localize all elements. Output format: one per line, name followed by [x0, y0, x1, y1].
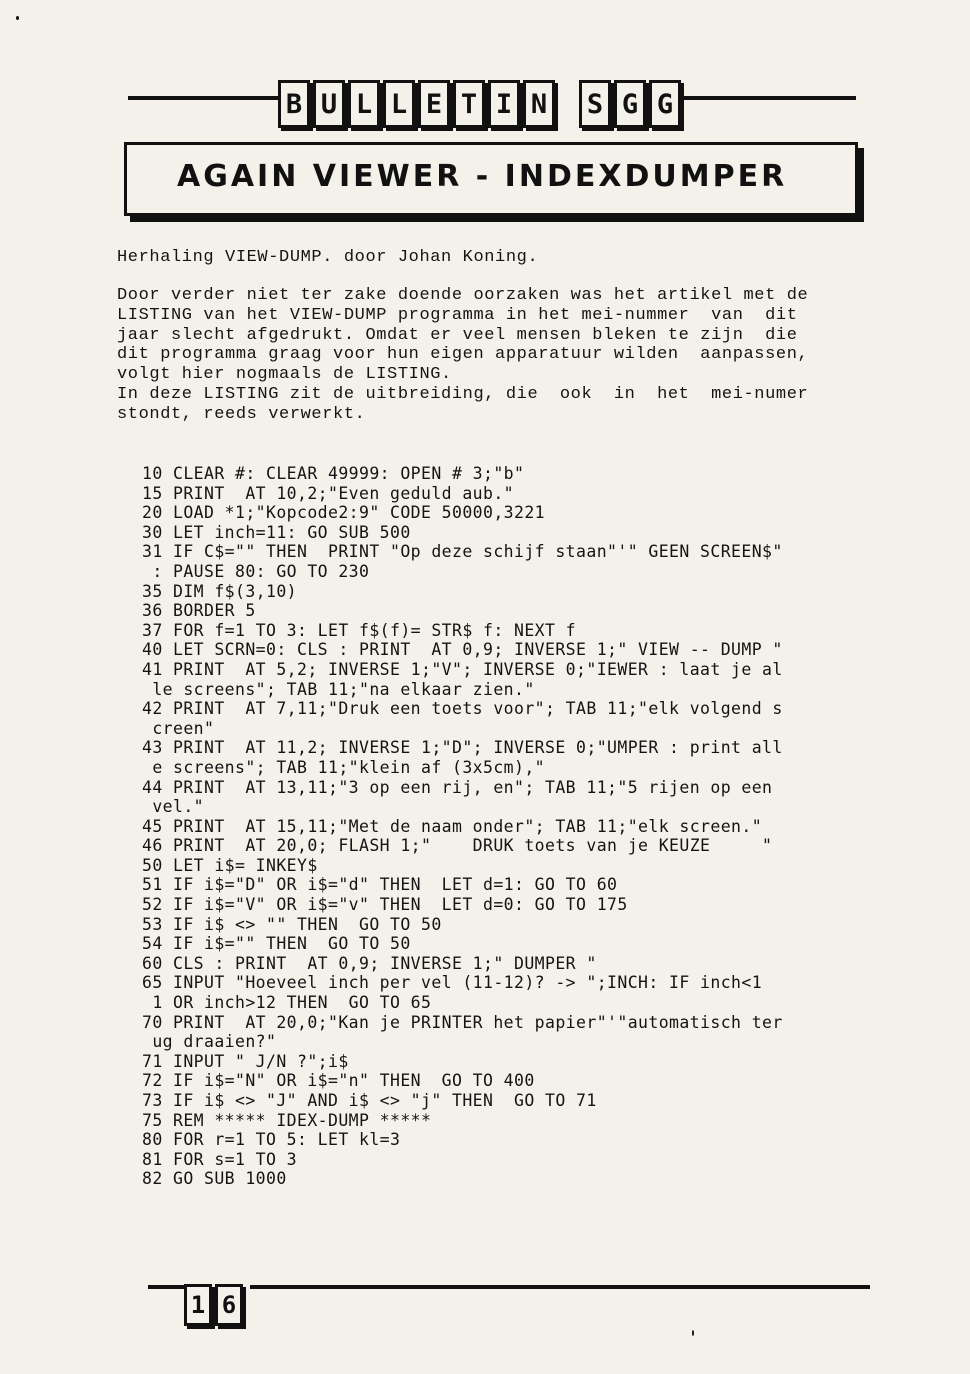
logo-letter: U	[313, 80, 345, 128]
listing-line: 50 LET i$= INKEY$	[142, 855, 318, 875]
listing-line: ug draaien?"	[142, 1032, 277, 1052]
logo-letter: N	[523, 80, 555, 128]
page-number	[184, 1284, 243, 1326]
listing-line: 65 INPUT "Hoeveel inch per vel (11-12)? -> ";INCH: IF inch<1	[142, 973, 763, 993]
listing-line: 81 FOR s=1 TO 3	[142, 1149, 298, 1169]
listing-line: 82 GO SUB 1000	[142, 1169, 287, 1189]
listing-line: 72 IF i$="N" OR i$="n" THEN GO TO 400	[142, 1071, 535, 1091]
listing-line: 70 PRINT AT 20,0;"Kan je PRINTER het papier"'"automatisch ter	[142, 1012, 783, 1032]
logo-letter: I	[488, 80, 520, 128]
logo-letter: B	[278, 80, 310, 128]
listing-line: 20 LOAD *1;"Kopcode2:9" CODE 50000,3221	[142, 503, 546, 523]
listing-line: 36 BORDER 5	[142, 601, 256, 621]
listing-line: vel."	[142, 797, 205, 817]
listing-line: 31 IF C$="" THEN PRINT "Op deze schijf staan"'" GEEN SCREEN$"	[142, 542, 783, 562]
listing-line: 73 IF i$ <> "J" AND i$ <> "j" THEN GO TO 71	[142, 1091, 597, 1110]
listing-line: le screens"; TAB 11;"na elkaar zien."	[142, 679, 535, 699]
intro-line: Herhaling VIEW-DUMP. door Johan Koning.	[117, 248, 539, 267]
logo-letter: E	[418, 80, 450, 128]
basic-listing	[142, 464, 867, 1189]
listing-line: 1 OR inch>12 THEN GO TO 65	[142, 993, 432, 1013]
logo-word-sgg	[579, 80, 681, 128]
listing-line: 46 PRINT AT 20,0; FLASH 1;" DRUK toets van je KEUZE "	[142, 836, 773, 856]
listing-line: 42 PRINT AT 7,11;"Druk een toets voor"; TAB 11;"elk volgend s	[142, 699, 783, 719]
page-digit: 1	[184, 1284, 212, 1326]
article-title: AGAIN VIEWER - INDEXDUMPER	[177, 159, 788, 194]
listing-line: 52 IF i$="V" OR i$="v" THEN LET d=0: GO TO 175	[142, 895, 628, 915]
page-digit: 6	[215, 1284, 243, 1326]
listing-line: 51 IF i$="D" OR i$="d" THEN LET d=1: GO TO 60	[142, 875, 618, 895]
listing-line: 75 REM ***** IDEX-DUMP *****	[142, 1110, 432, 1130]
logo-letter: G	[614, 80, 646, 128]
listing-line: 80 FOR r=1 TO 5: LET kl=3	[142, 1130, 401, 1150]
logo-letter: T	[453, 80, 485, 128]
listing-line: e screens"; TAB 11;"klein af (3x5cm),"	[142, 757, 546, 777]
listing-line: 35 DIM f$(3,10)	[142, 581, 298, 601]
print-speck	[16, 16, 19, 20]
header-rule-left	[128, 96, 278, 100]
listing-line: 30 LET inch=11: GO SUB 500	[142, 522, 411, 542]
footer-rule-left	[148, 1285, 184, 1289]
listing-line: 44 PRINT AT 13,11;"3 op een rij, en"; TAB 11;"5 rijen op een	[142, 777, 773, 797]
listing-line: 45 PRINT AT 15,11;"Met de naam onder"; TAB 11;"elk screen."	[142, 816, 763, 836]
logo-letter: G	[649, 80, 681, 128]
footer-rule-right	[250, 1285, 870, 1289]
listing-line: 40 LET SCRN=0: CLS : PRINT AT 0,9; INVERSE 1;" VIEW -- DUMP "	[142, 640, 783, 660]
listing-line: 71 INPUT " J/N ?";i$	[142, 1051, 349, 1071]
listing-line: creen"	[142, 718, 215, 738]
print-speck	[692, 1330, 694, 1336]
title-banner	[124, 142, 858, 216]
logo-word-bulletin	[278, 80, 555, 128]
listing-line: : PAUSE 80: GO TO 230	[142, 561, 370, 581]
listing-line: 37 FOR f=1 TO 3: LET f$(f)= STR$ f: NEXT f	[142, 620, 577, 640]
listing-line: 15 PRINT AT 10,2;"Even geduld aub."	[142, 483, 515, 503]
listing-line: 10 CLEAR #: CLEAR 49999: OPEN # 3;"b"	[142, 464, 525, 483]
logo-letter: S	[579, 80, 611, 128]
bulletin-logo	[278, 80, 681, 128]
listing-line: 41 PRINT AT 5,2; INVERSE 1;"V"; INVERSE 0;"IEWER : laat je al	[142, 659, 783, 679]
listing-line: 54 IF i$="" THEN GO TO 50	[142, 934, 411, 954]
listing-line: 53 IF i$ <> "" THEN GO TO 50	[142, 914, 442, 934]
logo-letter: L	[348, 80, 380, 128]
intro-paragraph: Door verder niet ter zake doende oorzaken was het artikel met de LISTING van het VIEW-DUMP programma in het mei-nummer van dit jaar slecht afgedrukt. Omdat er veel mensen bleken te zijn die dit programma graag voor hun eigen apparatuur wilden aanpassen, volgt hier nogmaals de LISTING. In deze LISTING zit de uitbreiding, die ook in het mei-numer stondt, reeds verwerkt.	[117, 286, 809, 424]
listing-line: 60 CLS : PRINT AT 0,9; INVERSE 1;" DUMPER "	[142, 953, 597, 973]
listing-line: 43 PRINT AT 11,2; INVERSE 1;"D"; INVERSE 0;"UMPER : print all	[142, 738, 783, 758]
header-rule-right	[662, 96, 856, 100]
logo-letter: L	[383, 80, 415, 128]
